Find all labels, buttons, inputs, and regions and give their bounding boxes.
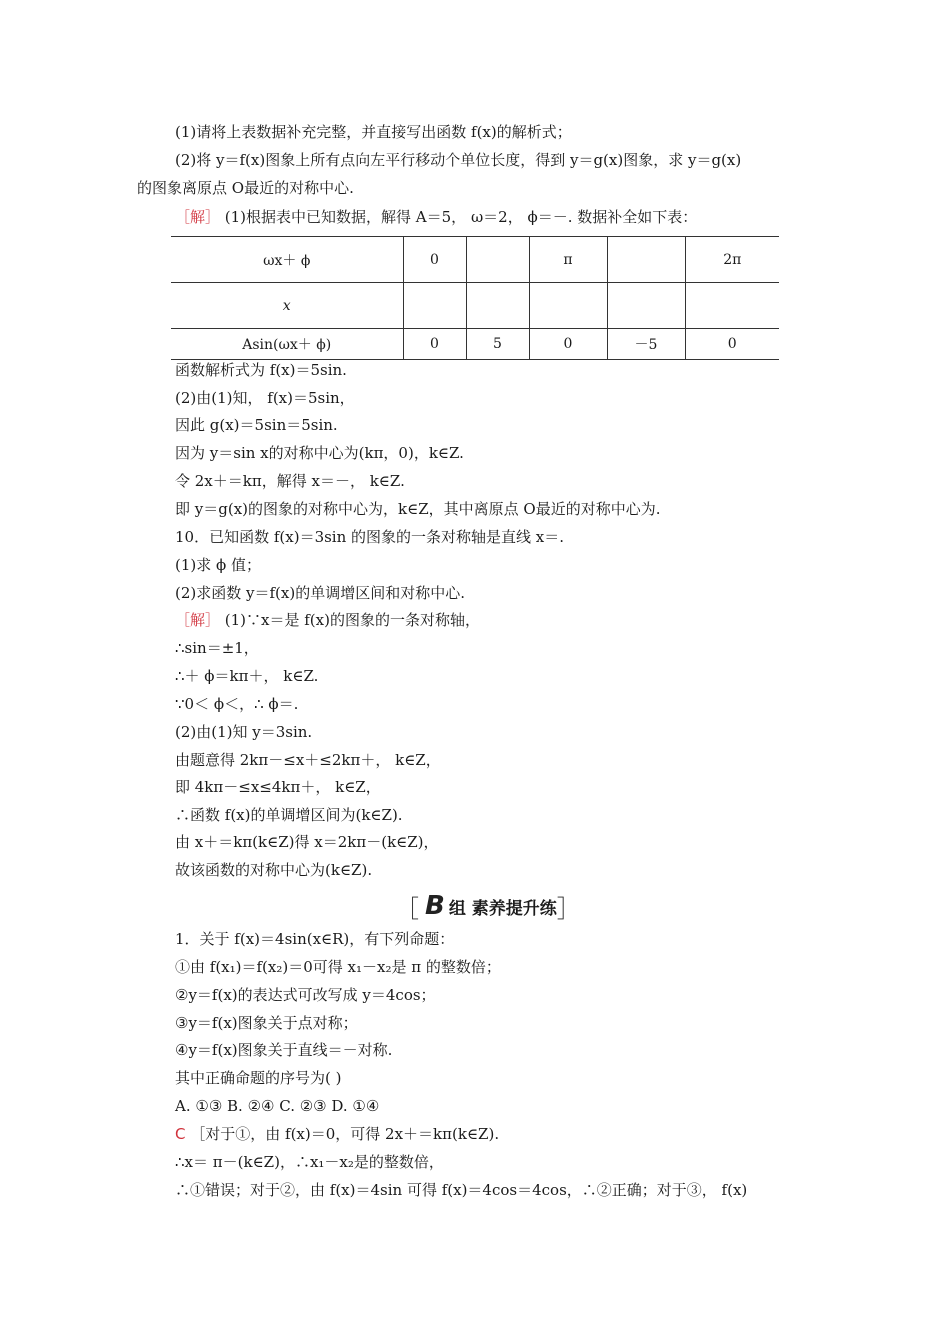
text-line: ④y＝f(x)图象关于直线＝－对称.: [175, 1041, 393, 1059]
text-line: 令 2x＋＝kπ，解得 x＝－， k∈Z.: [175, 472, 405, 490]
text-line: 因为 y＝sin x的对称中心为(kπ，0)，k∈Z.: [175, 444, 464, 462]
table-cell: ωx＋ ϕ: [171, 237, 403, 283]
table-cell: 5: [466, 329, 529, 360]
answer-options: A. ①③ B. ②④ C. ②③ D. ①④: [175, 1097, 380, 1115]
table-cell: Asin(ωx＋ ϕ): [242, 337, 332, 353]
table-row: [171, 237, 779, 283]
table-cell: [466, 237, 529, 283]
question-1: 1．关于 f(x)＝4sin(x∈R)，有下列命题：: [175, 930, 455, 948]
table-cell: π: [529, 237, 607, 283]
text-line: 其中正确命题的序号为( ): [175, 1069, 342, 1087]
section-letter: B: [425, 891, 445, 921]
text-line: 即 y＝g(x)的图象的对称中心为，k∈Z，其中离原点 O最近的对称中心为.: [175, 500, 661, 518]
values-table: [171, 236, 779, 360]
table-cell: 0: [685, 329, 779, 360]
text-line: ∴x＝ π－(k∈Z)，∴x₁－x₂是的整数倍，: [175, 1153, 444, 1171]
answer-letter: C: [175, 1125, 186, 1143]
table-cell: [403, 283, 466, 329]
solution-line-1: [175, 207, 697, 227]
text-line: 由 x＋＝kπ(k∈Z)得 x＝2kπ－(k∈Z)，: [175, 833, 439, 851]
solution-text: (1)根据表中已知数据，解得 A＝5， ω＝2， ϕ＝－. 数据补全如下表：: [220, 208, 698, 226]
section-header: [395, 891, 581, 921]
text-line: 因此 g(x)＝5sin＝5sin.: [175, 416, 338, 434]
solution-tag: ［解］: [175, 208, 221, 226]
text-line: 函数解析式为 f(x)＝5sin.: [175, 361, 347, 379]
text-line: ∴①错误；对于②，由 f(x)＝4sin 可得 f(x)＝4cos＝4cos，∴②正确；对于③， f(x): [175, 1181, 748, 1199]
text-line: (2)由(1)知， f(x)＝5sin，: [175, 389, 355, 407]
section-bracket-open: ［: [395, 894, 419, 923]
text-line: ∴＋ ϕ＝kπ＋， k∈Z.: [175, 667, 319, 685]
table-cell: x: [171, 283, 403, 329]
table-cell: [685, 283, 779, 329]
text-line: ①由 f(x₁)＝f(x₂)＝0可得 x₁－x₂是 π 的整数倍；: [175, 958, 501, 976]
table-cell: [607, 237, 685, 283]
table-cell: 2π: [685, 237, 779, 283]
answer-text: ［对于①，由 f(x)＝0，可得 2x＋＝kπ(k∈Z).: [185, 1125, 500, 1143]
text-line: (2)求函数 y＝f(x)的单调增区间和对称中心.: [175, 584, 465, 602]
question-10: 10．已知函数 f(x)＝3sin 的图象的一条对称轴是直线 x＝.: [175, 528, 565, 546]
question-line-3: 的图象离原点 O最近的对称中心.: [137, 179, 354, 197]
text-line: ∴sin＝±1，: [175, 639, 259, 657]
table-cell: [529, 283, 607, 329]
question-line-2: (2)将 y＝f(x)图象上所有点向左平行移动个单位长度，得到 y＝g(x)图象，求 y＝g(x): [175, 151, 742, 169]
answer-line: [175, 1124, 499, 1144]
table-cell: [607, 283, 685, 329]
solution-text: (1)∵x＝是 f(x)的图象的一条对称轴，: [220, 611, 480, 629]
text-line: ∵0＜ ϕ＜，∴ ϕ＝.: [175, 695, 299, 713]
text-line: (2)由(1)知 y＝3sin.: [175, 723, 313, 741]
table-cell: 0: [529, 329, 607, 360]
text-line: ②y＝f(x)的表达式可改写成 y＝4cos；: [175, 986, 436, 1004]
solution-line-2: [175, 610, 480, 630]
table-cell: 0: [403, 237, 466, 283]
text-line: 即 4kπ－≤x≤4kπ＋， k∈Z，: [175, 778, 381, 796]
solution-tag: ［解］: [175, 611, 221, 629]
section-title: 组 素养提升练: [448, 898, 557, 919]
question-line-1: (1)请将上表数据补充完整，并直接写出函数 f(x)的解析式；: [175, 123, 572, 141]
text-line: ∴函数 f(x)的单调增区间为(k∈Z).: [175, 806, 403, 824]
table-cell: 0: [403, 329, 466, 360]
table-cell: －5: [607, 329, 685, 360]
text-line: (1)求 ϕ 值；: [175, 556, 262, 574]
table-row: [171, 329, 779, 360]
text-line: 由题意得 2kπ－≤x＋≤2kπ＋， k∈Z，: [175, 751, 441, 769]
section-bracket-close: ］: [556, 894, 581, 923]
table-row: [171, 283, 779, 329]
table-cell: [466, 283, 529, 329]
text-line: 故该函数的对称中心为(k∈Z).: [175, 861, 373, 879]
text-line: ③y＝f(x)图象关于点对称；: [175, 1014, 358, 1032]
